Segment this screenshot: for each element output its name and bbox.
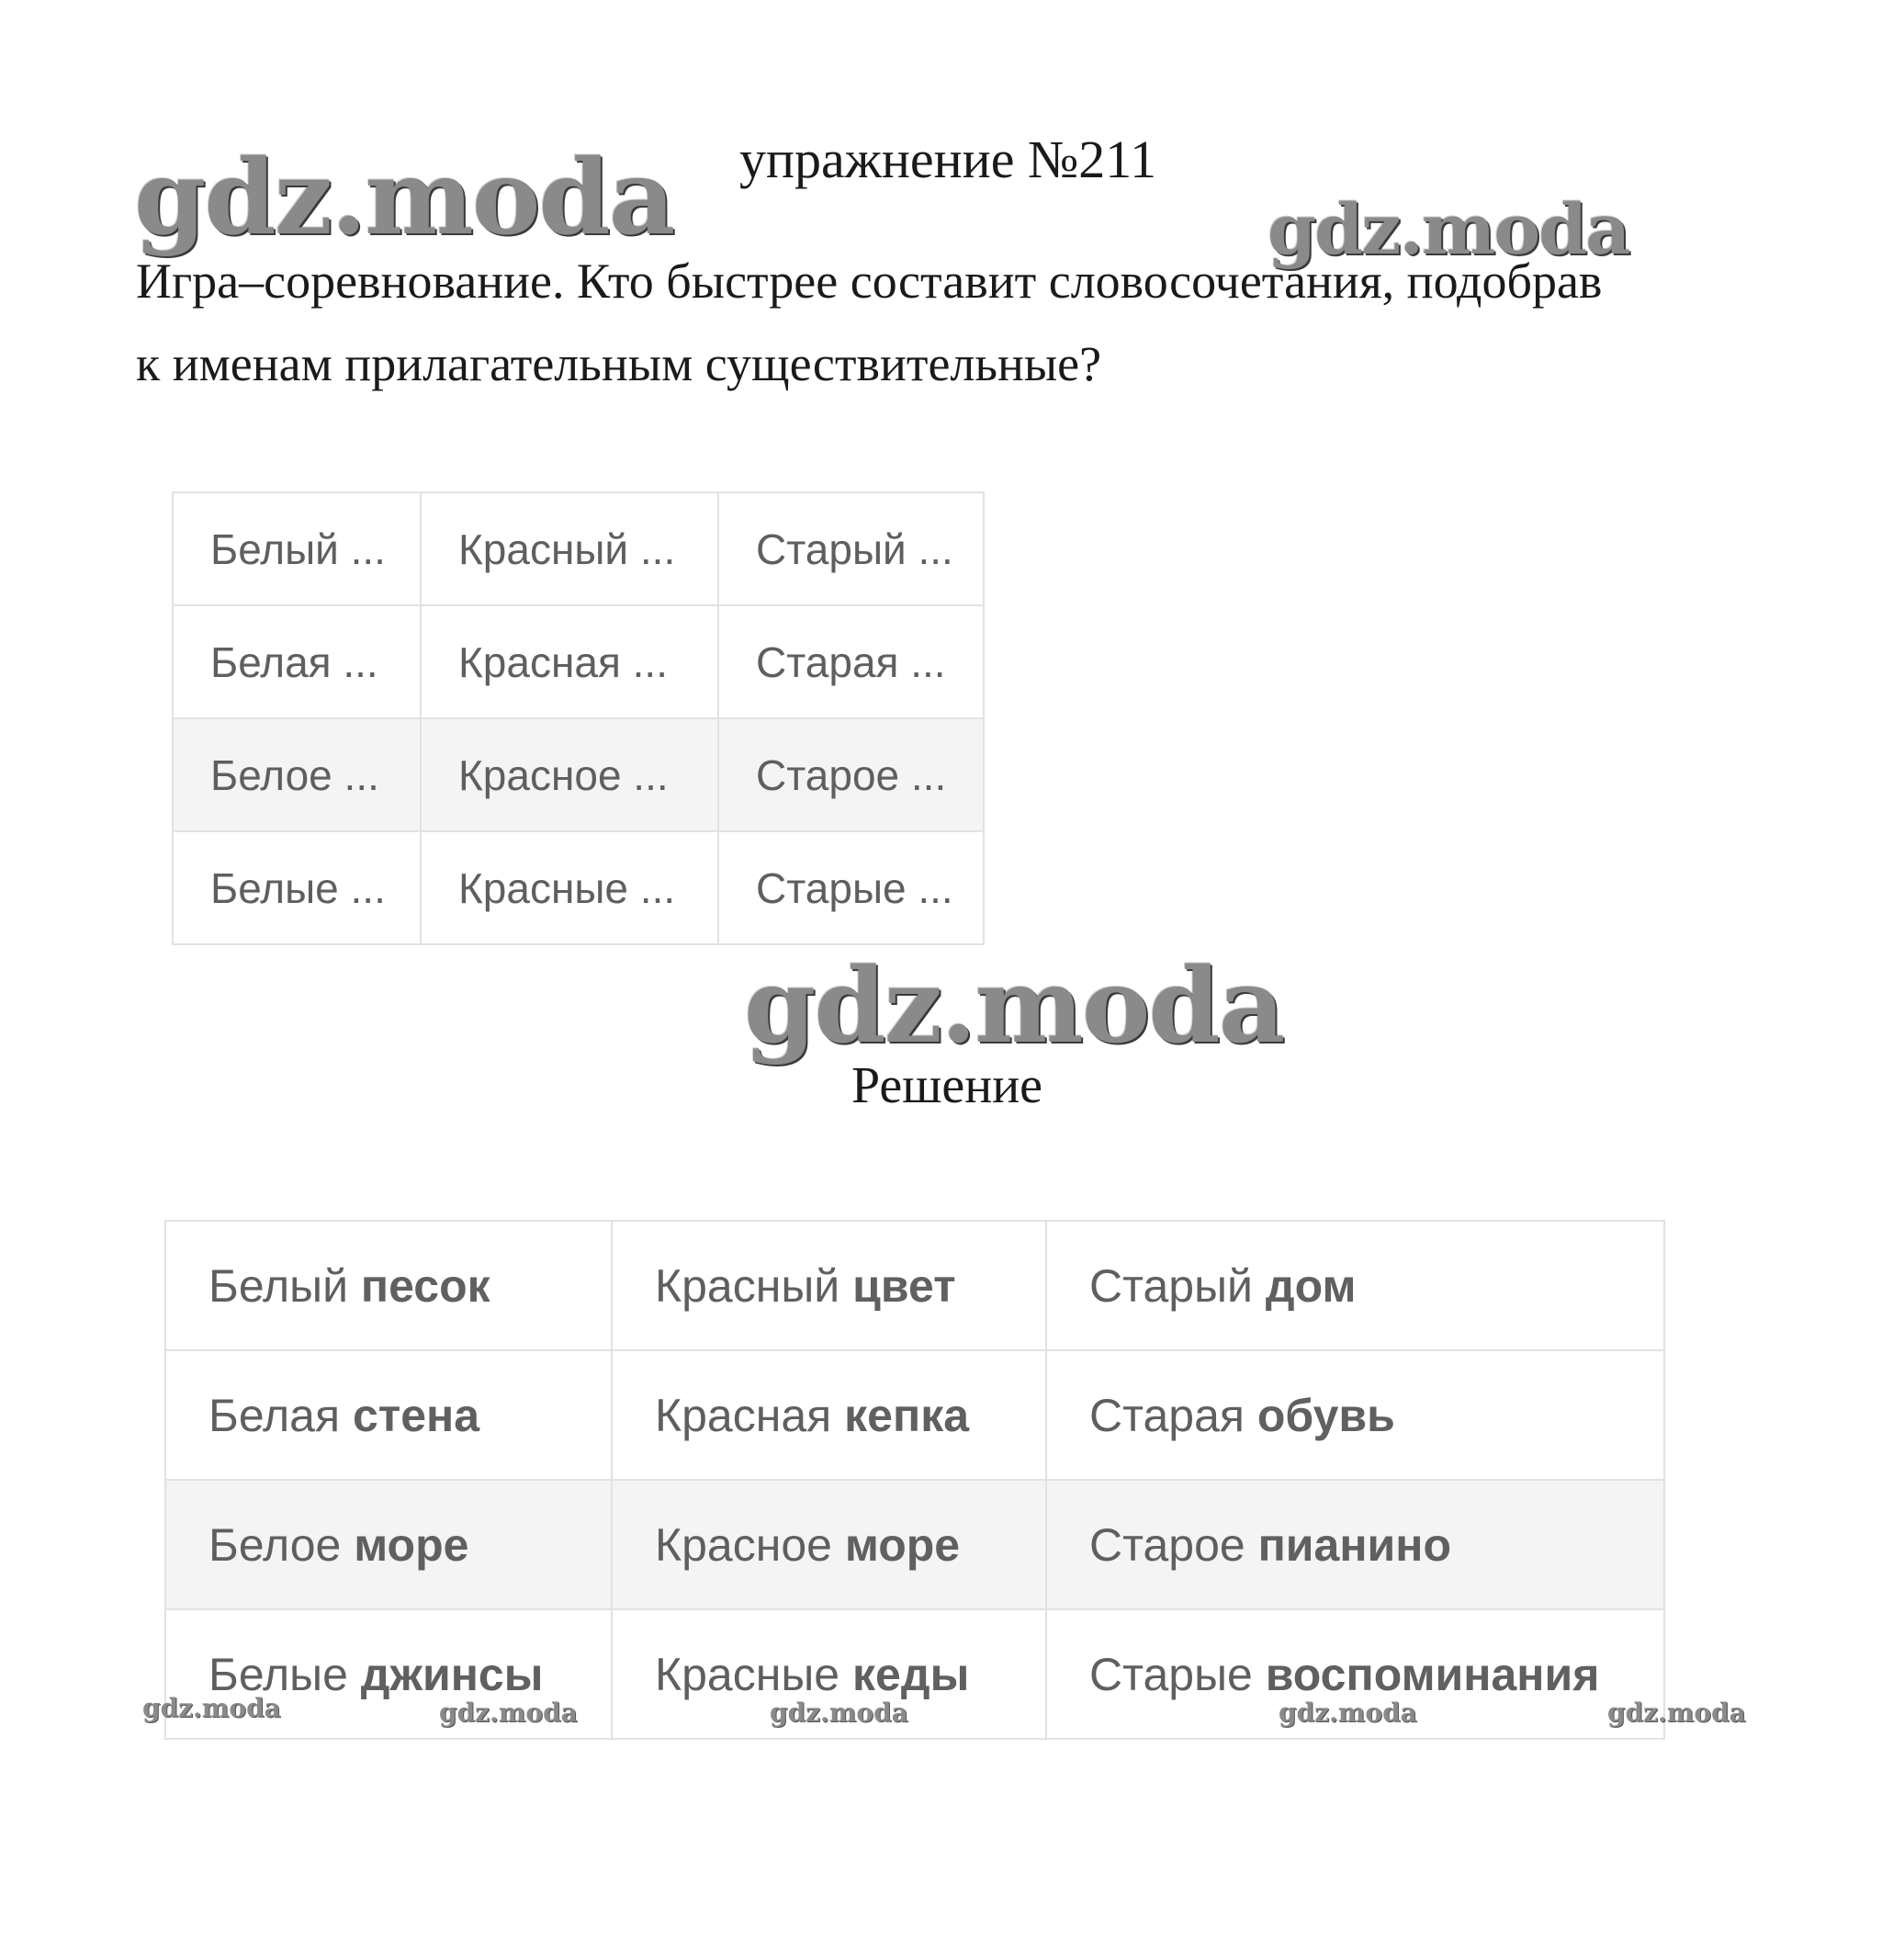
watermark-logo-top-right: gdz.moda	[1267, 188, 1629, 270]
table-cell: Белые ...	[173, 831, 421, 944]
answer-table	[164, 1220, 1665, 1740]
noun: дом	[1265, 1259, 1357, 1312]
watermark-small: gdz.moda	[142, 1693, 281, 1723]
table-cell	[612, 1221, 1046, 1350]
adjective: Красные	[655, 1648, 840, 1700]
table-cell: Старые ...	[718, 831, 984, 944]
noun: джинсы	[360, 1648, 544, 1700]
adjective: Старая	[1089, 1389, 1245, 1441]
table-cell: Красное ...	[421, 718, 718, 831]
watermark-small: gdz.moda	[1607, 1698, 1746, 1728]
adjective: Красная	[655, 1389, 832, 1441]
adjective: Старые	[1089, 1648, 1253, 1700]
adjective: Белый	[208, 1259, 349, 1312]
noun: море	[354, 1518, 469, 1571]
table-cell	[165, 1350, 612, 1480]
table-cell	[1046, 1221, 1664, 1350]
table-row	[173, 605, 984, 718]
table-cell: Старая ...	[718, 605, 984, 718]
solution-heading: Решение	[851, 1057, 1043, 1114]
adjective: Красное	[655, 1518, 832, 1571]
exercise-title: упражнение №211	[739, 130, 1157, 189]
table-cell	[612, 1480, 1046, 1609]
table-row	[173, 718, 984, 831]
adjective: Старый	[1089, 1259, 1253, 1312]
noun: песок	[360, 1259, 490, 1312]
table-cell	[1046, 1350, 1664, 1480]
noun: воспоминания	[1265, 1648, 1600, 1700]
adjective: Белая	[208, 1389, 341, 1441]
watermark-small: gdz.moda	[1279, 1698, 1417, 1728]
table-row	[165, 1221, 1664, 1350]
watermark-logo-top: gdz.moda	[134, 138, 674, 258]
noun: пианино	[1257, 1518, 1452, 1571]
table-row	[173, 492, 984, 605]
noun: кепка	[844, 1389, 970, 1441]
noun: кеды	[852, 1648, 970, 1700]
watermark-logo-middle: gdz.moda	[744, 946, 1284, 1066]
table-row	[165, 1480, 1664, 1609]
noun: море	[844, 1518, 961, 1571]
table-cell: Белый ...	[173, 492, 421, 605]
table-cell	[612, 1350, 1046, 1480]
table-cell: Красная ...	[421, 605, 718, 718]
task-text-line-1: Игра–соревнование. Кто быстрее составит словосочетания, подобрав	[136, 254, 1603, 309]
table-cell: Красные ...	[421, 831, 718, 944]
adjective: Белое	[208, 1518, 342, 1571]
noun: обувь	[1256, 1389, 1395, 1441]
table-cell: Белая ...	[173, 605, 421, 718]
table-row	[173, 831, 984, 944]
table-cell: Старое ...	[718, 718, 984, 831]
noun: стена	[352, 1389, 480, 1441]
adjective: Старое	[1089, 1518, 1245, 1571]
table-cell	[1046, 1480, 1664, 1609]
table-row	[165, 1350, 1664, 1480]
table-cell: Белое ...	[173, 718, 421, 831]
table-cell: Красный ...	[421, 492, 718, 605]
task-table	[172, 491, 985, 945]
watermark-small: gdz.moda	[439, 1698, 578, 1728]
table-row	[165, 1609, 1664, 1739]
table-cell	[165, 1221, 612, 1350]
adjective: Красный	[655, 1259, 840, 1312]
adjective: Белые	[208, 1648, 348, 1700]
watermark-small: gdz.moda	[770, 1698, 908, 1728]
table-cell: Старый ...	[718, 492, 984, 605]
table-cell	[165, 1480, 612, 1609]
task-text-line-2: к именам прилагательным существительные?	[136, 336, 1102, 391]
noun: цвет	[852, 1259, 956, 1312]
